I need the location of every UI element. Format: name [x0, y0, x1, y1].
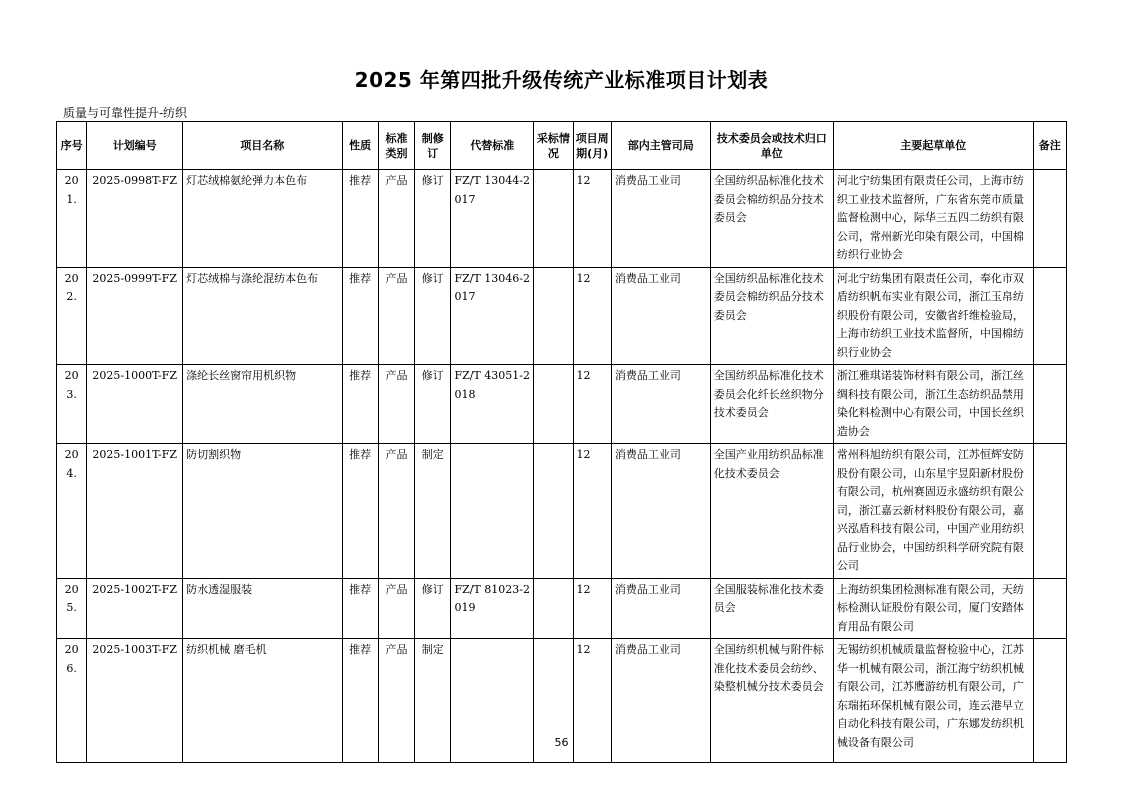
cell-revise: 修订	[415, 365, 451, 444]
cell-period: 12	[573, 639, 611, 763]
cell-name: 防水透湿服装	[183, 578, 342, 639]
cell-std-type: 产品	[378, 267, 414, 365]
plan-table	[56, 121, 1067, 763]
cell-period: 12	[573, 578, 611, 639]
cell-revise: 修订	[415, 170, 451, 268]
cell-nature: 推荐	[342, 267, 378, 365]
cell-seq: 204.	[57, 444, 87, 579]
cell-plan-no: 2025-1002T-FZ	[87, 578, 183, 639]
table-row	[57, 444, 1067, 579]
cell-period: 12	[573, 170, 611, 268]
cell-seq: 202.	[57, 267, 87, 365]
cell-remark	[1033, 578, 1066, 639]
header-drafters: 主要起草单位	[833, 122, 1033, 170]
cell-adopt	[534, 170, 573, 268]
header-seq: 序号	[57, 122, 87, 170]
cell-remark	[1033, 267, 1066, 365]
cell-name: 防切割织物	[183, 444, 342, 579]
cell-name: 灯芯绒棉氨纶弹力本色布	[183, 170, 342, 268]
cell-nature: 推荐	[342, 170, 378, 268]
cell-seq: 201.	[57, 170, 87, 268]
cell-replace: FZ/T 81023-2019	[451, 578, 534, 639]
cell-replace: FZ/T 13046-2017	[451, 267, 534, 365]
cell-name: 纺织机械 磨毛机	[183, 639, 342, 763]
cell-remark	[1033, 444, 1066, 579]
cell-committee: 全国纺织品标准化技术委员会棉纺织品分技术委员会	[710, 170, 833, 268]
cell-replace: FZ/T 43051-2018	[451, 365, 534, 444]
table-row	[57, 170, 1067, 268]
cell-revise: 制定	[415, 639, 451, 763]
cell-std-type: 产品	[378, 578, 414, 639]
header-remark: 备注	[1033, 122, 1066, 170]
cell-committee: 全国纺织机械与附件标准化技术委员会纺纱、染整机械分技术委员会	[710, 639, 833, 763]
cell-committee: 全国纺织品标准化技术委员会化纤长丝织物分技术委员会	[710, 365, 833, 444]
cell-name: 灯芯绒棉与涤纶混纺本色布	[183, 267, 342, 365]
cell-drafters: 上海纺织集团检测标准有限公司，天纺标检测认证股份有限公司，厦门安踏体育用品有限公司	[833, 578, 1033, 639]
cell-adopt	[534, 365, 573, 444]
cell-nature: 推荐	[342, 578, 378, 639]
cell-adopt	[534, 578, 573, 639]
cell-std-type: 产品	[378, 639, 414, 763]
cell-nature: 推荐	[342, 444, 378, 579]
header-std-type: 标准类别	[378, 122, 414, 170]
cell-name: 涤纶长丝窗帘用机织物	[183, 365, 342, 444]
cell-period: 12	[573, 365, 611, 444]
cell-seq: 205.	[57, 578, 87, 639]
cell-dept: 消费品工业司	[611, 578, 710, 639]
table-row	[57, 365, 1067, 444]
header-nature: 性质	[342, 122, 378, 170]
cell-period: 12	[573, 444, 611, 579]
table-row	[57, 578, 1067, 639]
cell-plan-no: 2025-0999T-FZ	[87, 267, 183, 365]
cell-dept: 消费品工业司	[611, 170, 710, 268]
cell-revise: 制定	[415, 444, 451, 579]
cell-replace	[451, 444, 534, 579]
header-name: 项目名称	[183, 122, 342, 170]
cell-plan-no: 2025-1000T-FZ	[87, 365, 183, 444]
cell-drafters: 河北宁纺集团有限责任公司，上海市纺织工业技术监督所，广东省东莞市质量监督检测中心，际华三五四二纺织有限公司，常州新光印染有限公司，中国棉纺织行业协会	[833, 170, 1033, 268]
cell-drafters: 常州科旭纺织有限公司，江苏恒辉安防股份有限公司，山东星宇昱阳新材股份有限公司，杭州赛固迈永盛纺织有限公司，浙江嘉云新材料股份有限公司，嘉兴泓盾科技有限公司，中国产业用纺织品行业协会，中国纺织科学研究院有限公司	[833, 444, 1033, 579]
cell-plan-no: 2025-1001T-FZ	[87, 444, 183, 579]
table-header-row	[57, 122, 1067, 170]
section-subtitle: 质量与可靠性提升-纺织	[63, 106, 188, 120]
cell-remark	[1033, 365, 1066, 444]
cell-dept: 消费品工业司	[611, 444, 710, 579]
cell-drafters: 无锡纺织机械质量监督检验中心，江苏华一机械有限公司，浙江海宁纺织机械有限公司，江苏鹰游纺机有限公司，广东瑞拓环保机械有限公司，连云港早立自动化科技有限公司，广东娜发纺织机械设备有限公司	[833, 639, 1033, 763]
page-number: 56	[554, 736, 569, 749]
header-plan-no: 计划编号	[87, 122, 183, 170]
cell-plan-no: 2025-1003T-FZ	[87, 639, 183, 763]
cell-std-type: 产品	[378, 170, 414, 268]
cell-drafters: 河北宁纺集团有限责任公司，奉化市双盾纺织帆布实业有限公司，浙江玉帛纺织股份有限公司，安徽省纤维检验局，上海市纺织工业技术监督所，中国棉纺织行业协会	[833, 267, 1033, 365]
header-period: 项目周期(月)	[573, 122, 611, 170]
cell-revise: 修订	[415, 267, 451, 365]
cell-drafters: 浙江雅琪诺装饰材料有限公司，浙江丝绸科技有限公司，浙江生态纺织品禁用染化料检测中心有限公司，中国长丝织造协会	[833, 365, 1033, 444]
cell-nature: 推荐	[342, 365, 378, 444]
header-revise: 制修订	[415, 122, 451, 170]
cell-replace: FZ/T 13044-2017	[451, 170, 534, 268]
cell-dept: 消费品工业司	[611, 639, 710, 763]
table-row	[57, 267, 1067, 365]
cell-std-type: 产品	[378, 365, 414, 444]
cell-dept: 消费品工业司	[611, 267, 710, 365]
cell-seq: 206.	[57, 639, 87, 763]
cell-committee: 全国服装标准化技术委员会	[710, 578, 833, 639]
page-title: 2025 年第四批升级传统产业标准项目计划表	[354, 68, 769, 92]
cell-remark	[1033, 170, 1066, 268]
header-replace: 代替标准	[451, 122, 534, 170]
cell-adopt	[534, 444, 573, 579]
cell-period: 12	[573, 267, 611, 365]
cell-dept: 消费品工业司	[611, 365, 710, 444]
header-dept: 部内主管司局	[611, 122, 710, 170]
cell-plan-no: 2025-0998T-FZ	[87, 170, 183, 268]
cell-std-type: 产品	[378, 444, 414, 579]
cell-committee: 全国产业用纺织品标准化技术委员会	[710, 444, 833, 579]
cell-revise: 修订	[415, 578, 451, 639]
cell-nature: 推荐	[342, 639, 378, 763]
header-adopt: 采标情况	[534, 122, 573, 170]
cell-adopt	[534, 267, 573, 365]
cell-committee: 全国纺织品标准化技术委员会棉纺织品分技术委员会	[710, 267, 833, 365]
cell-seq: 203.	[57, 365, 87, 444]
header-committee: 技术委员会或技术归口单位	[710, 122, 833, 170]
